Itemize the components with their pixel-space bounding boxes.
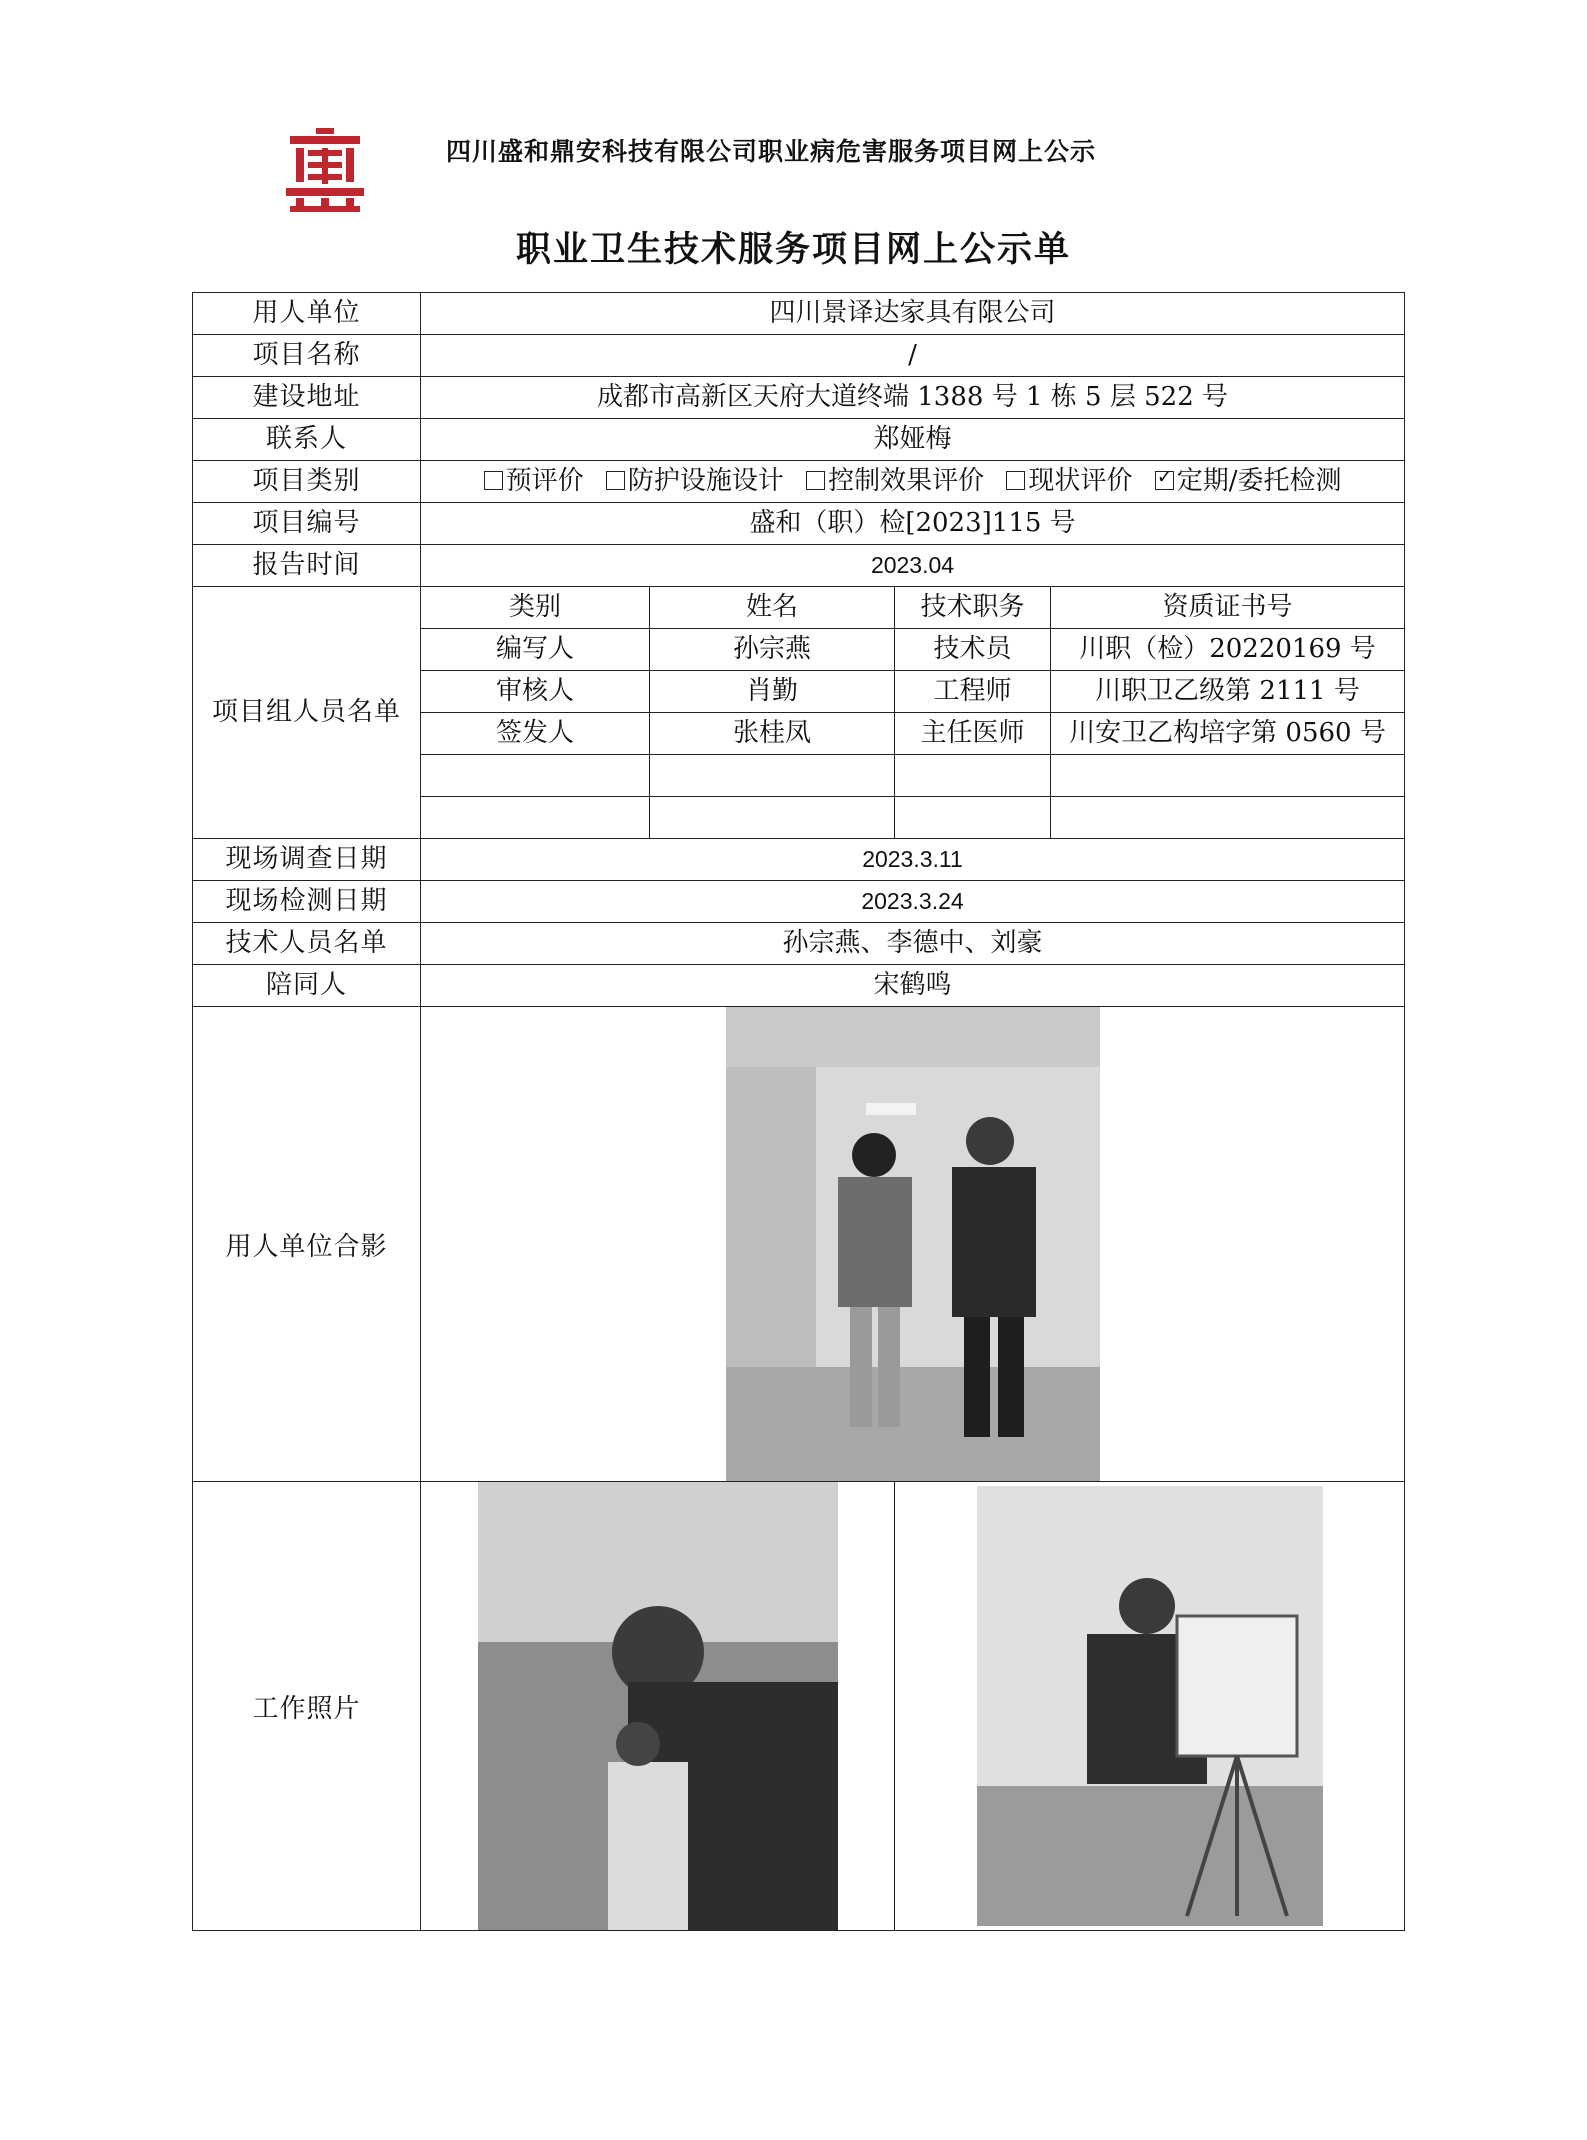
team-role: 签发人 bbox=[421, 713, 650, 755]
contact-row bbox=[193, 419, 1405, 461]
test-date-label: 现场检测日期 bbox=[193, 881, 421, 923]
escort-label: 陪同人 bbox=[193, 965, 421, 1007]
tech-staff-label: 技术人员名单 bbox=[193, 923, 421, 965]
team-role: 审核人 bbox=[421, 671, 650, 713]
escort-value: 宋鹤鸣 bbox=[421, 965, 1405, 1007]
employer-row bbox=[193, 293, 1405, 335]
category-option-label: 现状评价 bbox=[1028, 466, 1133, 496]
contact-label: 联系人 bbox=[193, 419, 421, 461]
team-member-title: 工程师 bbox=[895, 671, 1051, 713]
survey-date-value: 2023.3.11 bbox=[421, 839, 1405, 881]
category-option-label: 预评价 bbox=[505, 466, 584, 496]
category-label: 项目类别 bbox=[193, 461, 421, 503]
category-option-pre-evaluation[interactable] bbox=[484, 466, 584, 496]
team-member-certificate: 川安卫乙构培字第 0560 号 bbox=[1051, 713, 1405, 755]
team-member-certificate: 川职卫乙级第 2111 号 bbox=[1051, 671, 1405, 713]
project-no-label: 项目编号 bbox=[193, 503, 421, 545]
group-photo-image bbox=[726, 1007, 1100, 1481]
employer-value: 四川景译达家具有限公司 bbox=[421, 293, 1405, 335]
survey-date-label: 现场调查日期 bbox=[193, 839, 421, 881]
company-title: 四川盛和鼎安科技有限公司职业病危害服务项目网上公示 bbox=[446, 137, 1097, 166]
category-option-label: 控制效果评价 bbox=[828, 466, 985, 496]
project-name-label: 项目名称 bbox=[193, 335, 421, 377]
checkbox-icon bbox=[1006, 471, 1025, 490]
form-title: 职业卫生技术服务项目网上公示单 bbox=[515, 229, 1071, 270]
category-option-label: 防护设施设计 bbox=[627, 466, 784, 496]
survey-date-row bbox=[193, 839, 1405, 881]
work-photo-label: 工作照片 bbox=[193, 1482, 421, 1931]
project-name-row bbox=[193, 335, 1405, 377]
team-role: 编写人 bbox=[421, 629, 650, 671]
report-time-label: 报告时间 bbox=[193, 545, 421, 587]
category-options bbox=[421, 461, 1405, 503]
employer-label: 用人单位 bbox=[193, 293, 421, 335]
category-option-status-evaluation[interactable] bbox=[1006, 466, 1132, 496]
category-row bbox=[193, 461, 1405, 503]
project-no-row bbox=[193, 503, 1405, 545]
team-header-category: 类别 bbox=[421, 587, 650, 629]
team-member-title: 主任医师 bbox=[895, 713, 1051, 755]
team-member-name: 肖勤 bbox=[650, 671, 895, 713]
document-header bbox=[286, 128, 1286, 218]
checkbox-icon bbox=[606, 471, 625, 490]
test-date-row bbox=[193, 881, 1405, 923]
category-option-periodic-testing[interactable] bbox=[1155, 466, 1342, 496]
address-row bbox=[193, 377, 1405, 419]
group-photo-row bbox=[193, 1007, 1405, 1482]
work-photo-row bbox=[193, 1482, 1405, 1931]
checkbox-icon bbox=[806, 471, 825, 490]
category-option-protection-design[interactable] bbox=[606, 466, 784, 496]
test-date-value: 2023.3.24 bbox=[421, 881, 1405, 923]
team-member-name: 张桂凤 bbox=[650, 713, 895, 755]
team-header-title: 技术职务 bbox=[895, 587, 1051, 629]
address-value: 成都市高新区天府大道终端 1388 号 1 栋 5 层 522 号 bbox=[421, 377, 1405, 419]
team-member-name: 孙宗燕 bbox=[650, 629, 895, 671]
tech-staff-row bbox=[193, 923, 1405, 965]
team-member-certificate: 川职（检）20220169 号 bbox=[1051, 629, 1405, 671]
category-option-control-effect[interactable] bbox=[806, 466, 984, 496]
report-time-value: 2023.04 bbox=[421, 545, 1405, 587]
team-header-row bbox=[193, 587, 1405, 629]
company-logo bbox=[286, 128, 364, 212]
project-no-value: 盛和（职）检[2023]115 号 bbox=[421, 503, 1405, 545]
team-header-name: 姓名 bbox=[650, 587, 895, 629]
checked-checkbox-icon bbox=[1155, 471, 1174, 490]
project-name-value: / bbox=[421, 335, 1405, 377]
team-label: 项目组人员名单 bbox=[193, 587, 421, 839]
report-time-row bbox=[193, 545, 1405, 587]
work-photo-image-2 bbox=[977, 1486, 1323, 1926]
category-option-label: 定期/委托检测 bbox=[1176, 466, 1342, 496]
address-label: 建设地址 bbox=[193, 377, 421, 419]
tech-staff-value: 孙宗燕、李德中、刘豪 bbox=[421, 923, 1405, 965]
escort-row bbox=[193, 965, 1405, 1007]
work-photo-image-1 bbox=[478, 1482, 838, 1930]
publicity-form-table bbox=[192, 292, 1405, 1931]
team-member-title: 技术员 bbox=[895, 629, 1051, 671]
checkbox-icon bbox=[484, 471, 503, 490]
team-header-certificate: 资质证书号 bbox=[1051, 587, 1405, 629]
group-photo-label: 用人单位合影 bbox=[193, 1007, 421, 1482]
contact-value: 郑娅梅 bbox=[421, 419, 1405, 461]
